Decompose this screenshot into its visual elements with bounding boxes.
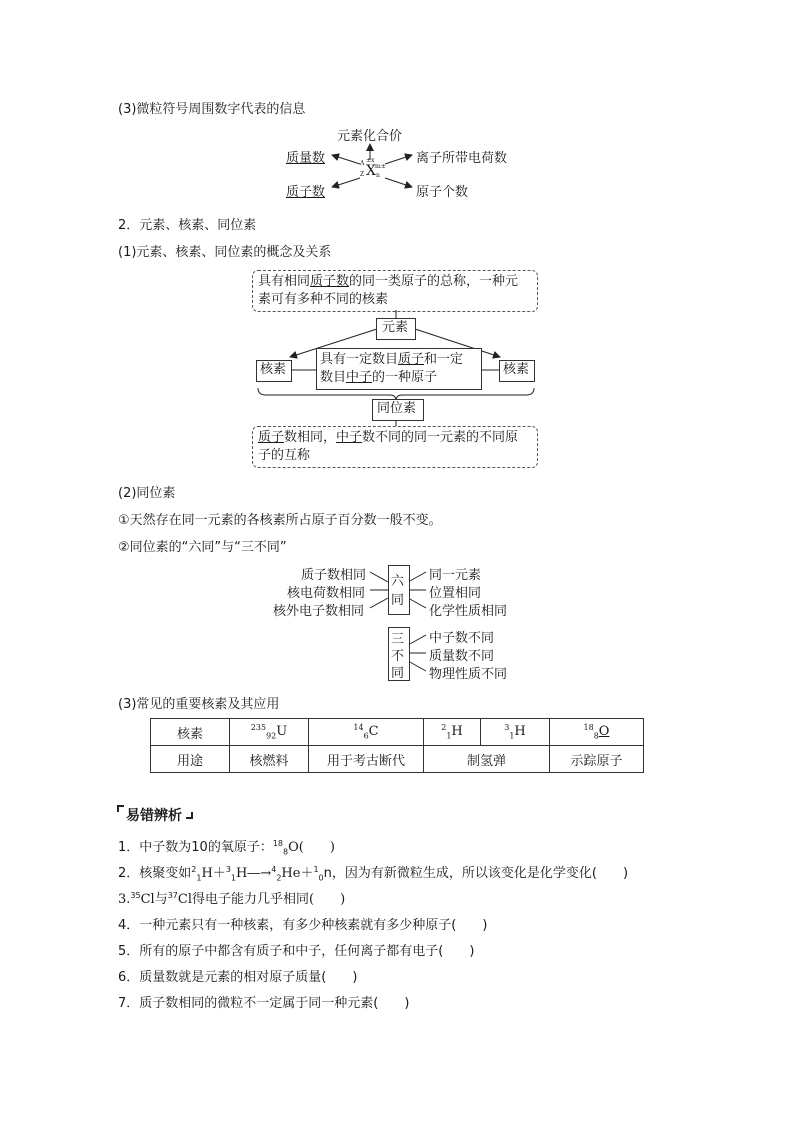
arrow-left-bottom (332, 178, 360, 187)
arrow-left-top (332, 155, 360, 164)
cell-deuterium: $^2_1$H (424, 719, 481, 746)
question-2: 2．核聚变如$^2_1$H＋$^3_1$H―→$^4_2$He＋$^1_0$n，因为有新微粒生成，所以该变化是化学变化( ) (118, 865, 629, 883)
arrow-right-bottom (385, 178, 412, 187)
proton-number-label: 质子数 (286, 185, 326, 200)
six-same-right-3: 化学性质相同 (429, 604, 508, 619)
error-analysis-heading: 易错辨析 (126, 808, 182, 824)
usage-dating: 用于考古断代 (309, 746, 424, 773)
cell-carbon-14: $^{14}_6$C (309, 719, 424, 746)
cell-tritium: $^3_1$H (481, 719, 550, 746)
three-diff-char-2: 不 (391, 649, 405, 664)
three-diff-right-2: 质量数不同 (429, 649, 495, 664)
usage-tracer: 示踪原子 (550, 746, 644, 773)
three-diff-right-3: 物理性质不同 (429, 667, 508, 682)
three-diff-char-3: 同 (391, 666, 405, 681)
isotope-definition-line1: 质子数相同，中子数不同的同一元素的不同原 (258, 430, 519, 445)
six-same-right-2: 位置相同 (429, 586, 482, 601)
question-7: 7．质子数相同的微粒不一定属于同一种元素( ) (118, 996, 410, 1011)
isotope-point2: ②同位素的“六同”与“三不同” (118, 540, 287, 555)
nuclide-left-label: 核素 (260, 362, 287, 377)
six-same-left-1: 质子数相同 (301, 568, 367, 583)
usage-hydrogen-bomb: 制氢弹 (424, 746, 550, 773)
table-header-usage: 用途 (151, 746, 230, 773)
section2-sub1: (1)元素、核素、同位素的概念及关系 (118, 245, 332, 260)
table-row (151, 719, 644, 746)
particle-symbol: X (366, 163, 376, 179)
mass-number-label: 质量数 (286, 151, 326, 166)
question-5: 5．所有的原子中都含有质子和中子，任何离子都有电子( ) (118, 944, 475, 959)
section3-title: (3)微粒符号周围数字代表的信息 (118, 102, 306, 117)
section2-sub2: (2)同位素 (118, 486, 176, 501)
question-6: 6．质量数就是元素的相对原子质量( ) (118, 970, 358, 985)
element-box-label: 元素 (382, 320, 409, 335)
six-same-char-1: 六 (391, 574, 405, 589)
symbol-mark-pm: ±x (366, 157, 375, 164)
six-same-right-1: 同一元素 (429, 568, 482, 583)
cell-oxygen-18: $^{18}_8$O (550, 719, 644, 746)
isotope-definition-line2: 子的互称 (258, 448, 311, 463)
three-diff-char-1: 三 (391, 632, 405, 647)
table-header-nuclide: 核素 (151, 719, 230, 746)
six-same-char-2: 同 (391, 593, 405, 608)
atom-count-label: 原子个数 (416, 185, 469, 200)
isotope-point1: ①天然存在同一元素的各核素所占原子百分数一般不变。 (118, 513, 442, 528)
cell-uranium-235: $^{235}_{92}$U (230, 719, 309, 746)
nuclide-right-label: 核素 (503, 362, 530, 377)
symbol-mark-z: Z (360, 171, 365, 178)
nuclide-definition-line1: 具有一定数目质子和一定 (320, 352, 464, 367)
question-1: 1．中子数为10的氧原子：$^{18}_8$O( ) (118, 839, 335, 857)
question-3: 3.35Cl与$^{37}$Cl得电子能力几乎相同( ) (118, 891, 346, 907)
table-row (151, 746, 644, 773)
usage-nuclear-fuel: 核燃料 (230, 746, 309, 773)
six-same-left-3: 核外电子数相同 (273, 604, 365, 619)
nuclide-definition-line2: 数目中子的一种原子 (320, 370, 438, 385)
symbol-mark-a: A (360, 160, 365, 167)
section2-title: 2．元素、核素、同位素 (118, 218, 257, 233)
section2-sub3: (3)常见的重要核素及其应用 (118, 697, 280, 712)
six-same-left-2: 核电荷数相同 (287, 586, 366, 601)
symbol-mark-n: n (376, 172, 380, 179)
valence-label: 元素化合价 (337, 129, 403, 144)
ion-charge-label: 离子所带电荷数 (416, 151, 508, 166)
symbol-mark-mpm: m± (375, 163, 386, 170)
three-diff-right-1: 中子数不同 (429, 631, 495, 646)
element-definition-line2: 素可有多种不同的核素 (258, 292, 389, 307)
nuclide-table (150, 718, 644, 773)
isotope-box-label: 同位素 (377, 401, 417, 416)
element-definition-line1: 具有相同质子数的同一类原子的总称，一种元 (258, 274, 519, 289)
question-4: 4．一种元素只有一种核素，有多少种核素就有多少种原子( ) (118, 918, 488, 933)
arrow-right-top (385, 155, 412, 164)
